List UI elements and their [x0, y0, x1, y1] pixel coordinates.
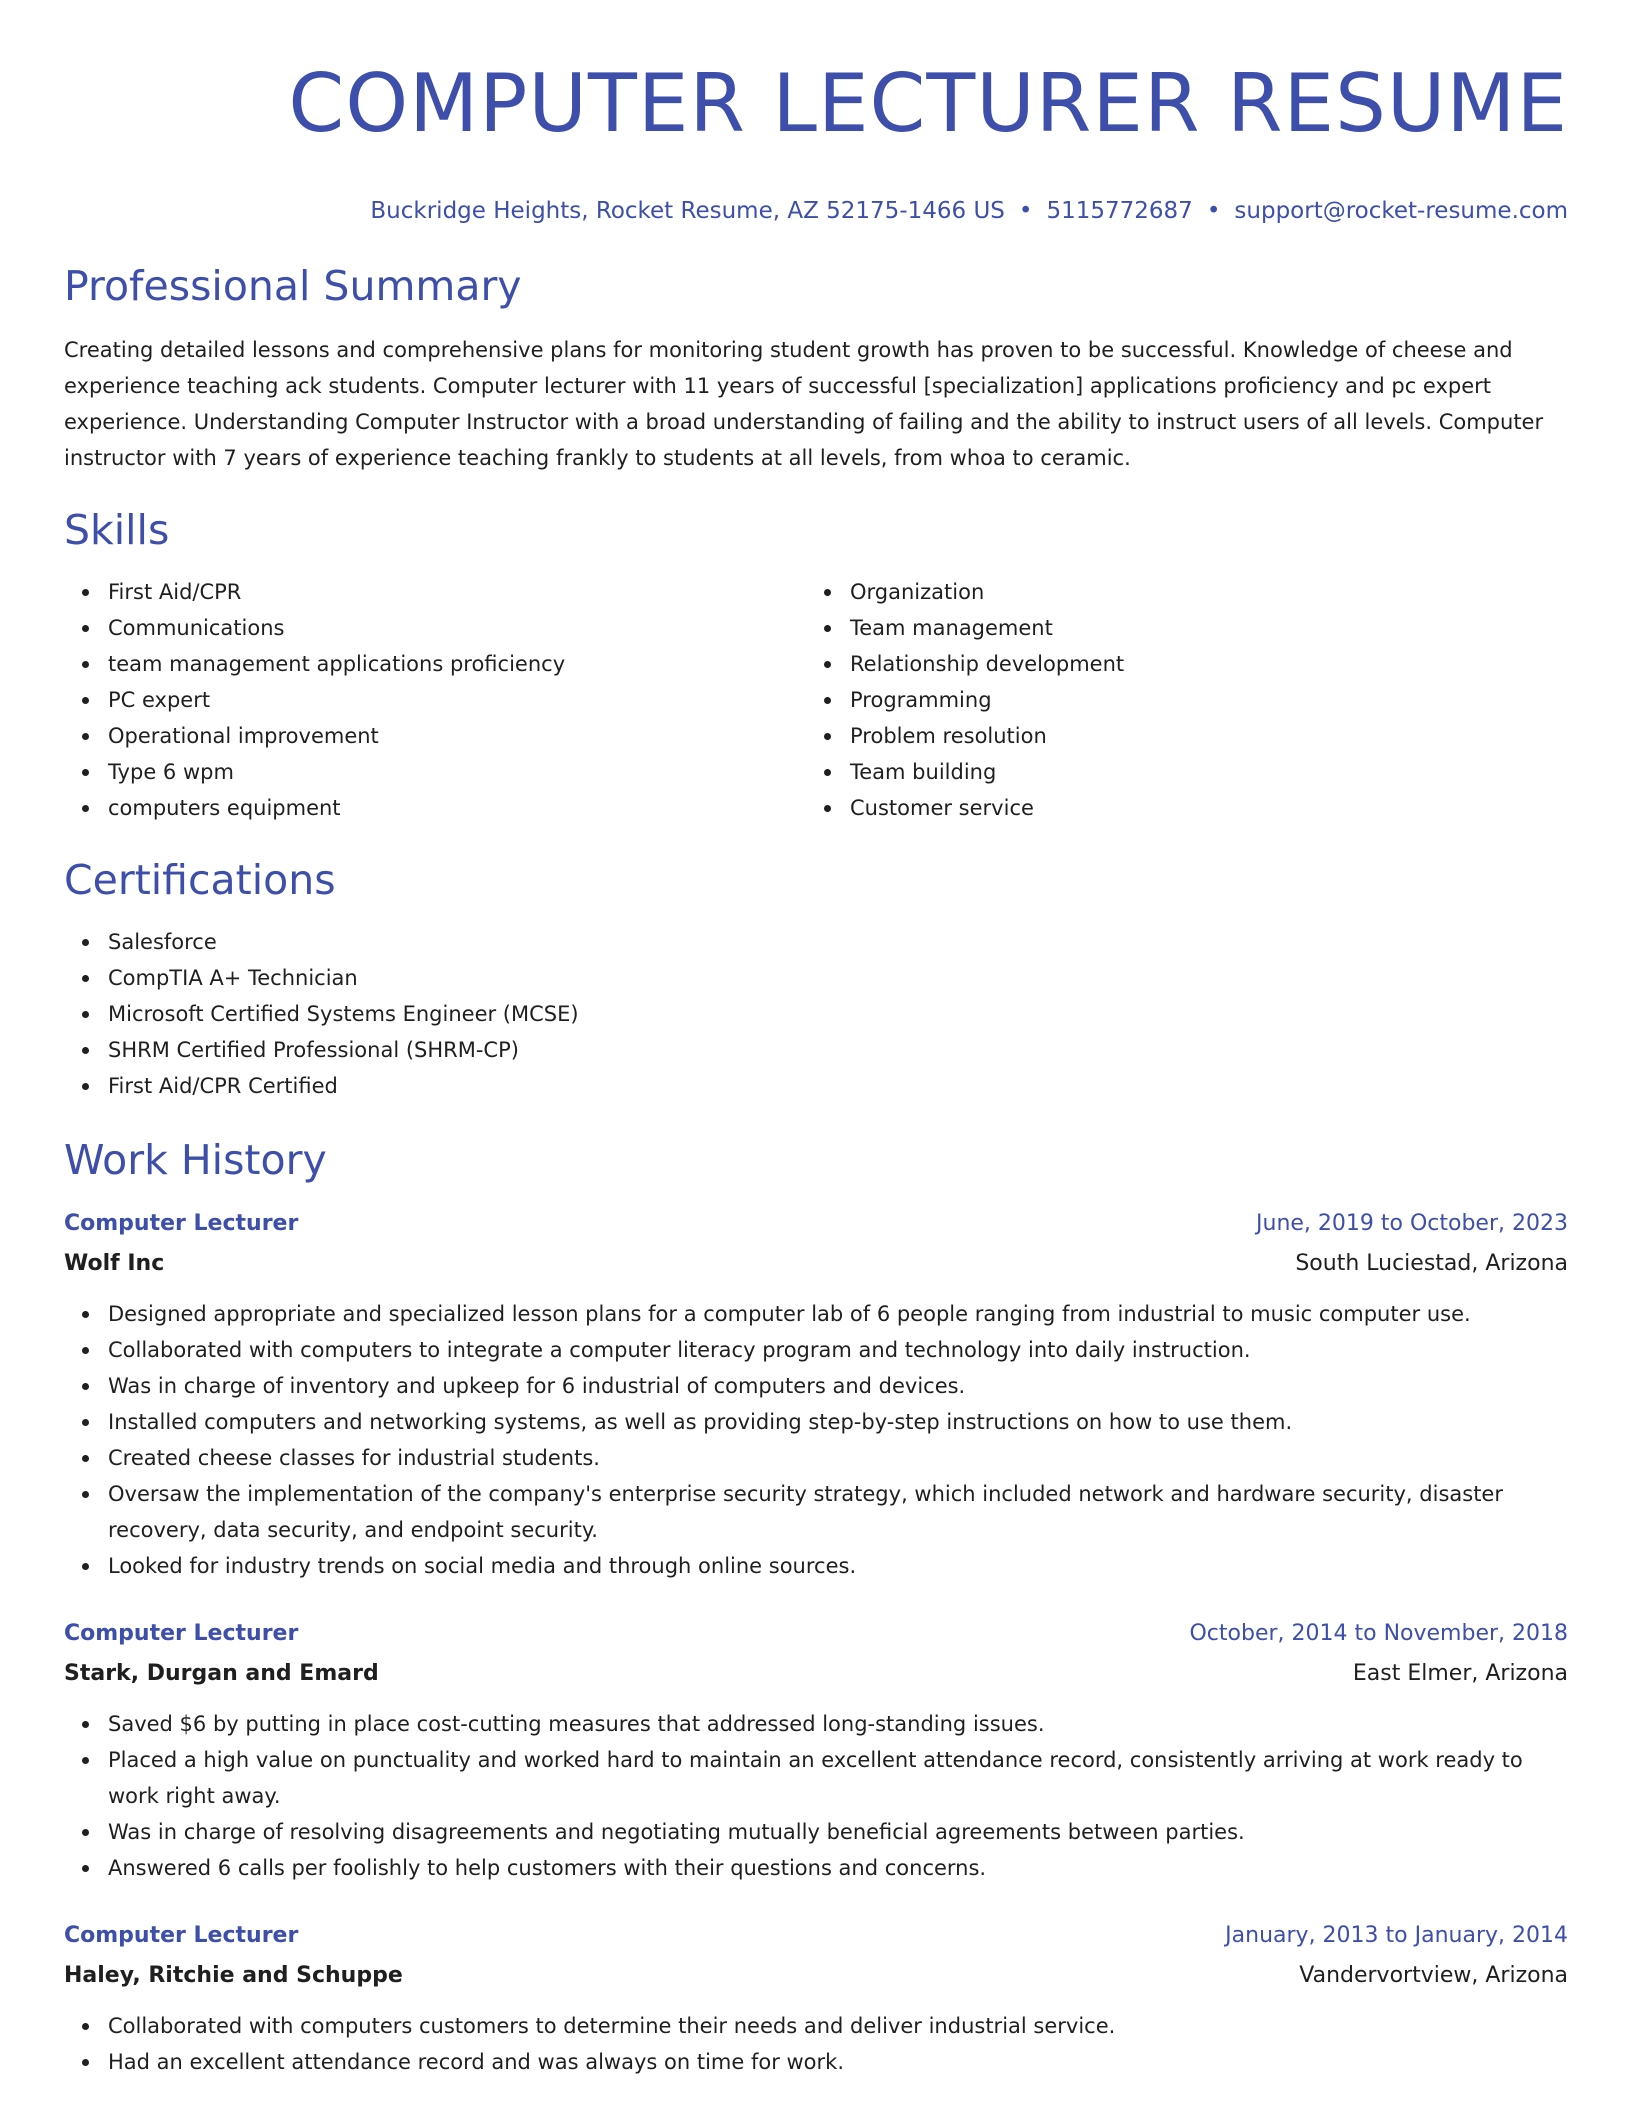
contact-email: support@rocket-resume.com — [1234, 198, 1568, 224]
job-location: East Elmer, Arizona — [1352, 1661, 1568, 1686]
certification-item: Salesforce — [108, 924, 1568, 960]
certifications-heading: Certifications — [64, 856, 336, 904]
job-bullet: Was in charge of inventory and upkeep for 6 industrial of computers and devices. — [108, 1368, 1568, 1404]
certification-item: CompTIA A+ Technician — [108, 960, 1568, 996]
job-dates: June, 2019 to October, 2023 — [1256, 1211, 1568, 1236]
job-location: South Luciestad, Arizona — [1295, 1251, 1568, 1276]
contact-separator: • — [1206, 198, 1221, 224]
job-entry — [64, 1916, 1568, 2080]
job-company: Haley, Ritchie and Schuppe — [64, 1963, 403, 1988]
skill-item: Team management — [850, 610, 1548, 646]
job-dates: January, 2013 to January, 2014 — [1225, 1923, 1568, 1948]
skill-item: computers equipment — [108, 790, 806, 826]
skill-item: Problem resolution — [850, 718, 1548, 754]
skills-list-left — [64, 574, 806, 826]
skill-item: Customer service — [850, 790, 1548, 826]
job-bullet: Designed appropriate and specialized lesson plans for a computer lab of 6 people ranging from industrial to music computer use. — [108, 1296, 1568, 1332]
certification-item: First Aid/CPR Certified — [108, 1068, 1568, 1104]
job-title: Computer Lecturer — [64, 1621, 299, 1646]
skill-item: Team building — [850, 754, 1548, 790]
skill-item: Programming — [850, 682, 1548, 718]
summary-text: Creating detailed lessons and comprehensive plans for monitoring student growth has proven to be successful. Knowledge of cheese and experience teaching ack students. Computer lecturer with 11 years of successful [specialization] applications proficiency and pc expert experience. Understanding Computer Instructor with a broad understanding of failing and the ability to instruct users of all levels. Computer instructor with 7 years of experience teaching frankly to students at all levels, from whoa to ceramic. — [64, 338, 1544, 470]
job-company: Wolf Inc — [64, 1251, 165, 1276]
skills-list-right — [806, 574, 1548, 826]
job-bullets — [64, 2008, 1568, 2080]
job-company-row — [64, 1956, 1568, 1996]
job-entry — [64, 1614, 1568, 1886]
skills-column-right — [806, 574, 1548, 826]
skill-item: Operational improvement — [108, 718, 806, 754]
certification-item: Microsoft Certified Systems Engineer (MCSE) — [108, 996, 1568, 1032]
job-bullet: Oversaw the implementation of the company's enterprise security strategy, which included network and hardware security, disaster recovery, data security, and endpoint security. — [108, 1476, 1568, 1548]
skill-item: Relationship development — [850, 646, 1548, 682]
summary-heading: Professional Summary — [64, 262, 522, 310]
skill-item: First Aid/CPR — [108, 574, 806, 610]
certification-item: SHRM Certified Professional (SHRM-CP) — [108, 1032, 1568, 1068]
job-bullet: Saved $6 by putting in place cost-cutting measures that addressed long-standing issues. — [108, 1706, 1568, 1742]
job-header-row — [64, 1614, 1568, 1654]
contact-address: Buckridge Heights, Rocket Resume, AZ 52175-1466 US — [370, 198, 1005, 224]
job-bullet: Collaborated with computers customers to determine their needs and deliver industrial service. — [108, 2008, 1568, 2044]
job-title: Computer Lecturer — [64, 1923, 299, 1948]
job-company-row — [64, 1654, 1568, 1694]
skill-item: Communications — [108, 610, 806, 646]
skill-item: Organization — [850, 574, 1548, 610]
contact-line — [64, 196, 1568, 226]
skill-item: team management applications proficiency — [108, 646, 806, 682]
job-location: Vandervortview, Arizona — [1299, 1963, 1568, 1988]
job-bullet: Created cheese classes for industrial students. — [108, 1440, 1568, 1476]
job-header-row — [64, 1916, 1568, 1956]
job-bullet: Looked for industry trends on social media and through online sources. — [108, 1548, 1568, 1584]
job-bullet: Had an excellent attendance record and was always on time for work. — [108, 2044, 1568, 2080]
job-bullet: Placed a high value on punctuality and worked hard to maintain an excellent attendance record, consistently arriving at work ready to work right away. — [108, 1742, 1568, 1814]
contact-phone: 5115772687 — [1046, 198, 1193, 224]
job-dates: October, 2014 to November, 2018 — [1189, 1621, 1568, 1646]
skills-grid — [64, 574, 1568, 826]
job-bullet: Was in charge of resolving disagreements and negotiating mutually beneficial agreements between parties. — [108, 1814, 1568, 1850]
skills-column-left — [64, 574, 806, 826]
job-bullet: Collaborated with computers to integrate a computer literacy program and technology into daily instruction. — [108, 1332, 1568, 1368]
job-bullet: Answered 6 calls per foolishly to help customers with their questions and concerns. — [108, 1850, 1568, 1886]
skills-heading: Skills — [64, 506, 170, 554]
work-history-heading: Work History — [64, 1136, 327, 1184]
job-header-row — [64, 1204, 1568, 1244]
job-bullets — [64, 1706, 1568, 1886]
job-entry — [64, 1204, 1568, 1584]
resume-title: COMPUTER LECTURER RESUME — [288, 57, 1568, 150]
skill-item: PC expert — [108, 682, 806, 718]
certifications-list — [64, 924, 1568, 1104]
job-company: Stark, Durgan and Emard — [64, 1661, 379, 1686]
resume-page — [64, 0, 1568, 2080]
job-company-row — [64, 1244, 1568, 1284]
contact-separator: • — [1018, 198, 1033, 224]
job-title: Computer Lecturer — [64, 1211, 299, 1236]
job-bullets — [64, 1296, 1568, 1584]
skill-item: Type 6 wpm — [108, 754, 806, 790]
job-bullet: Installed computers and networking systems, as well as providing step-by-step instructions on how to use them. — [108, 1404, 1568, 1440]
